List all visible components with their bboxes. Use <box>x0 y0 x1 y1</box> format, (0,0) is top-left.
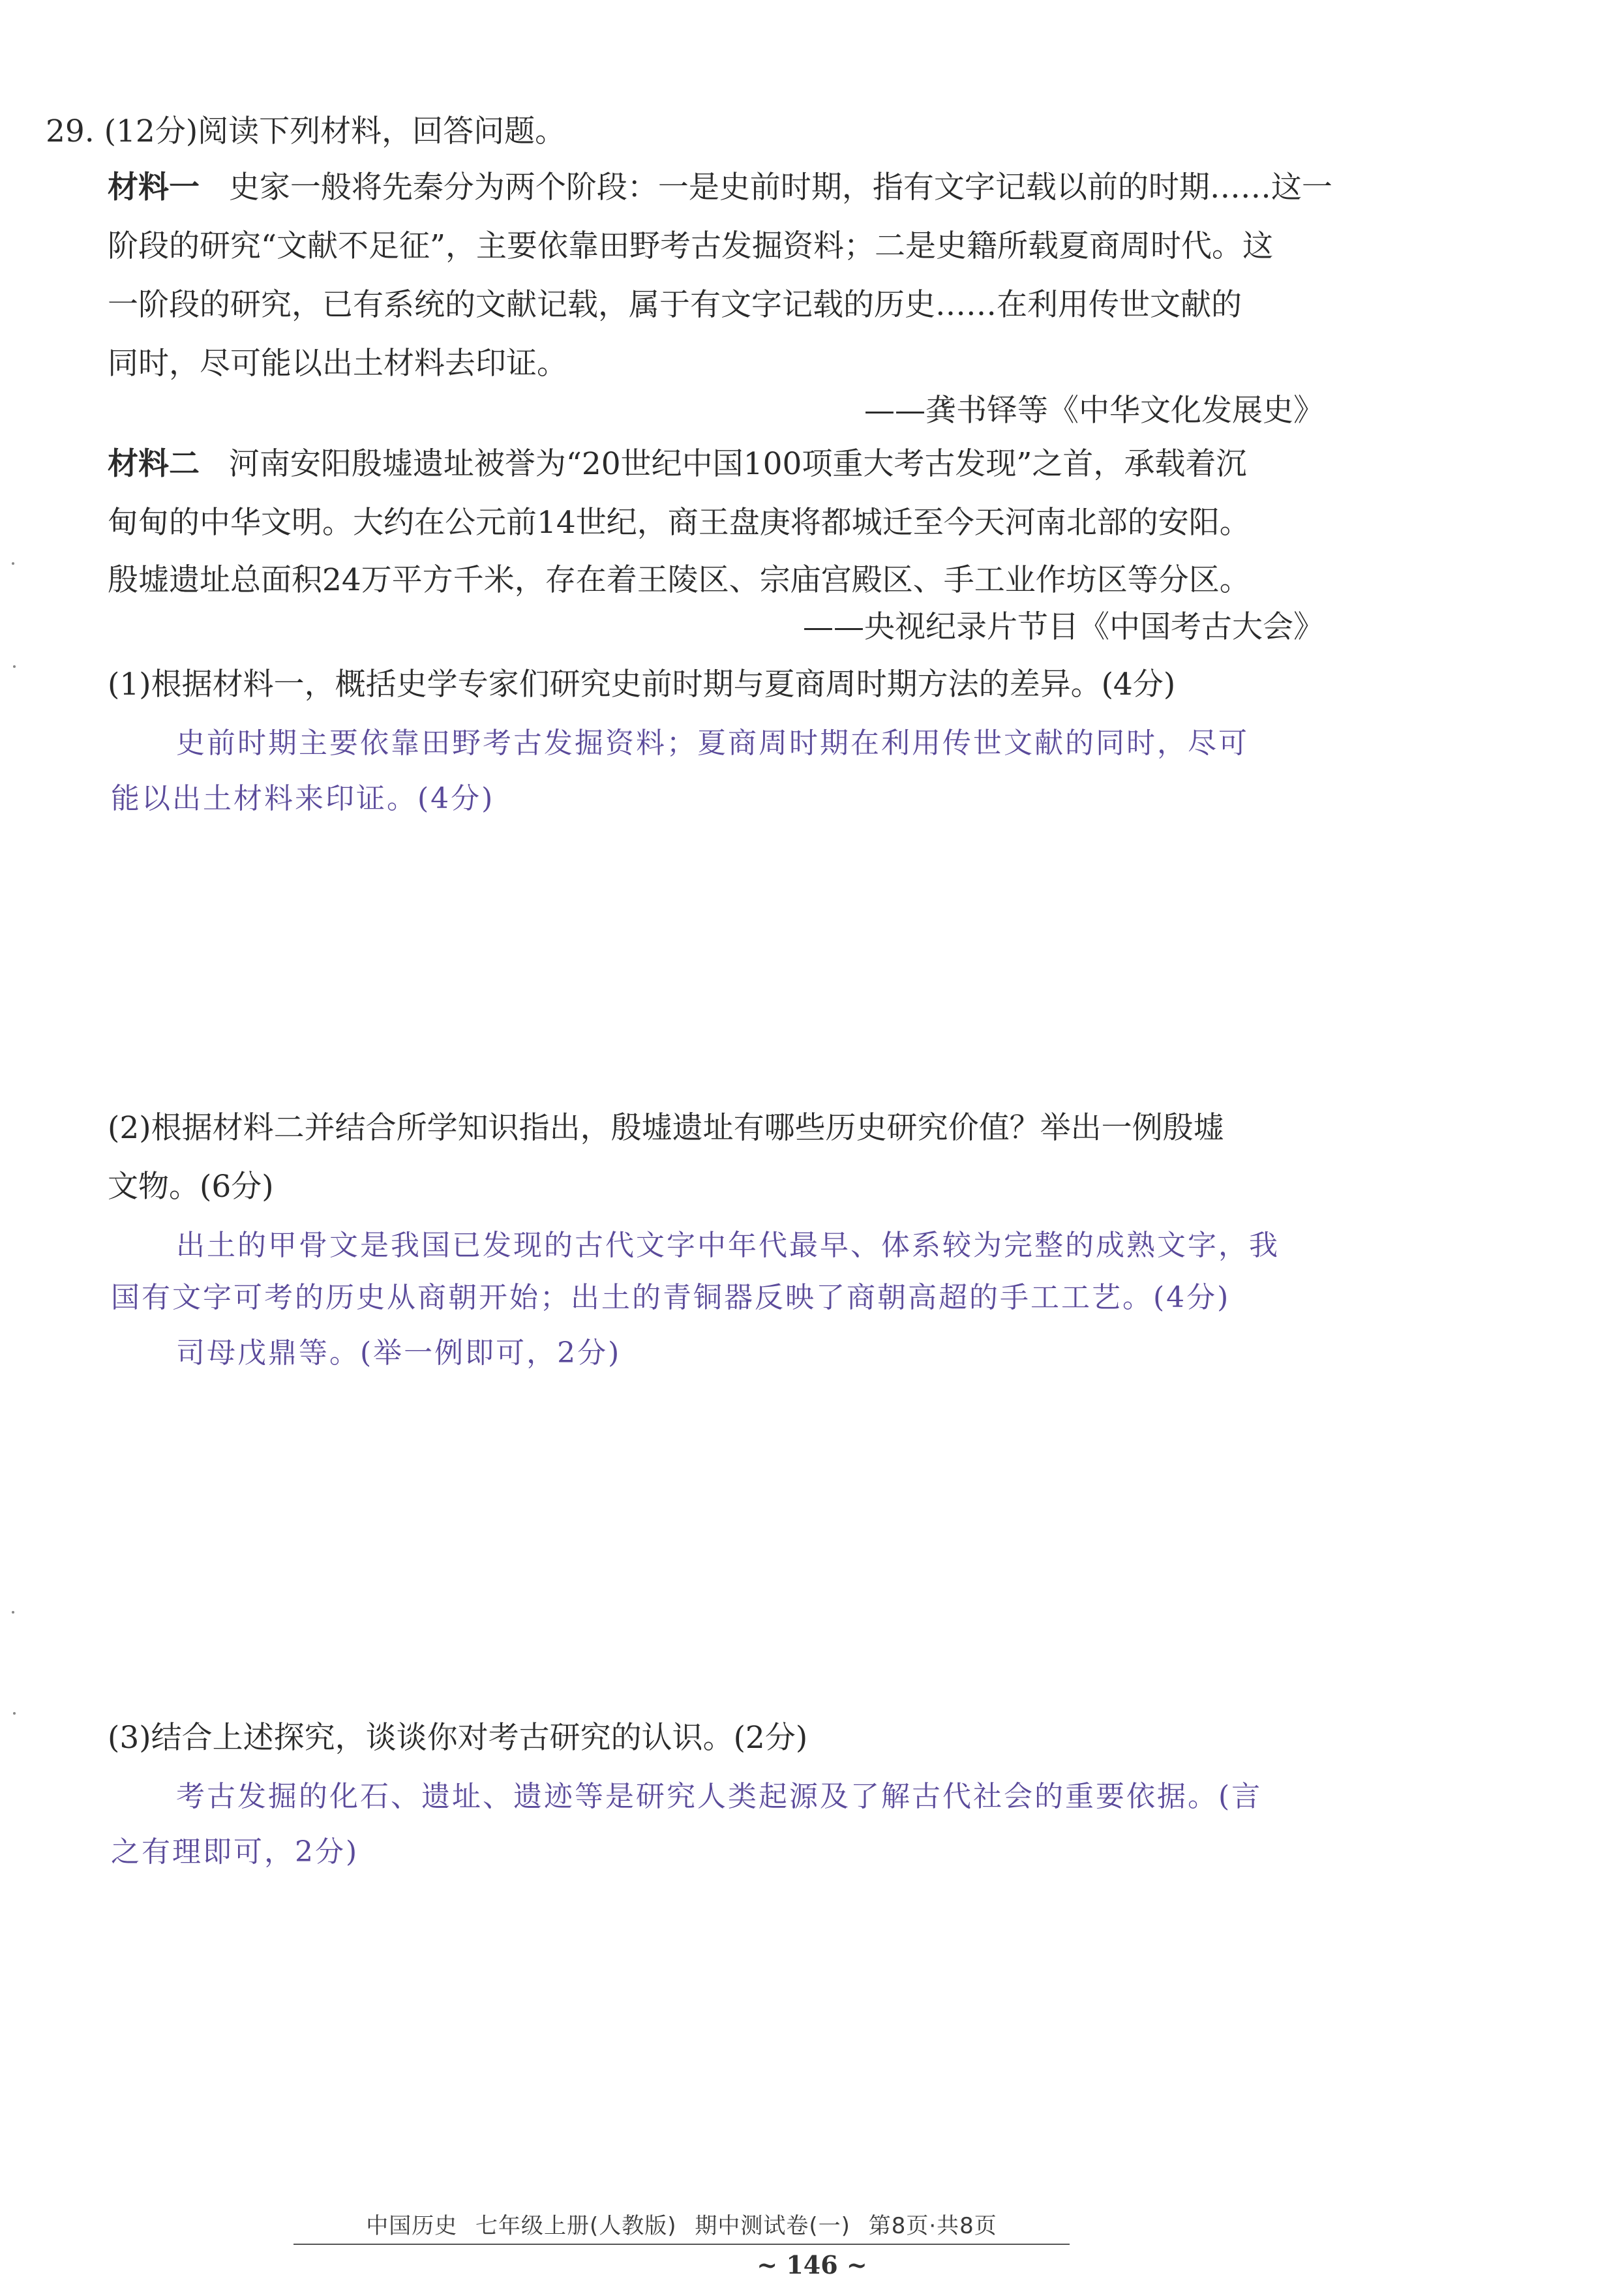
sub1-answer-line-1: 史前时期主要依靠田野考古发掘资料；夏商周时期在利用传世文献的同时，尽可 <box>176 727 1249 760</box>
footer-page-info: 第8页·共8页 <box>868 2213 997 2239</box>
sub1-prompt: (1)根据材料一，概括史学专家们研究史前时期与夏商周时期方法的差异。(4分) <box>108 667 1176 702</box>
sub2-prompt-line-1: (2)根据材料二并结合所学知识指出，殷墟遗址有哪些历史研究价值？举出一例殷墟 <box>108 1110 1224 1146</box>
material1-source: ——龚书铎等《中华文化发展史》 <box>864 393 1324 429</box>
material1-line-2: 阶段的研究“文献不足征”，主要依靠田野考古发掘资料；二是史籍所载夏商周时代。这 <box>108 228 1274 264</box>
material1-line-3: 一阶段的研究，已有系统的文献记载，属于有文字记载的历史……在利用传世文献的 <box>108 287 1242 323</box>
material2-line-3: 殷墟遗址总面积24万平方千米，存在着王陵区、宗庙宫殿区、手工业作坊区等分区。 <box>108 562 1250 598</box>
sub2-answer-line-3: 司母戊鼎等。(举一例即可，2分) <box>176 1336 622 1370</box>
material2-source: ——央视纪录片节目《中国考古大会》 <box>803 609 1324 645</box>
sub2-prompt-line-2: 文物。(6分) <box>108 1169 274 1205</box>
footer-grade: 七年级上册(人教版) <box>475 2213 677 2239</box>
material1-text-1: 史家一般将先秦分为两个阶段：一是史前时期，指有文字记载以前的时期……这一 <box>228 170 1332 205</box>
question-header: 29. (12分)阅读下列材料，回答问题。 <box>46 113 566 149</box>
sub2-answer-line-2: 国有文字可考的历史从商朝开始；出土的青铜器反映了商朝高超的手工工艺。(4分) <box>111 1281 1231 1314</box>
material2-label: 材料二 <box>108 446 200 482</box>
material2-line-2: 甸甸的中华文明。大约在公元前14世纪，商王盘庚将都城迁至今天河南北部的安阳。 <box>108 505 1250 541</box>
material2-text-1: 河南安阳殷墟遗址被誉为“20世纪中国100项重大考古发现”之首，承载着沉 <box>228 446 1247 482</box>
scan-mark <box>12 562 14 565</box>
material2-line-1 <box>108 445 1246 484</box>
page-number: ~ 146 ~ <box>757 2250 867 2279</box>
material1-line-4: 同时，尽可能以出土材料去印证。 <box>108 346 567 382</box>
footer-subject: 中国历史 <box>366 2213 458 2239</box>
page-footer <box>293 2208 1070 2245</box>
scan-mark <box>13 1712 16 1715</box>
material1-line-1 <box>108 168 1332 207</box>
sub1-answer-line-2: 能以出土材料来印证。(4分) <box>111 782 495 815</box>
footer-test: 期中测试卷(一) <box>695 2213 850 2239</box>
sub2-answer-line-1: 出土的甲骨文是我国已发现的古代文字中年代最早、体系较为完整的成熟文字，我 <box>176 1229 1280 1262</box>
sub3-prompt: (3)结合上述探究，谈谈你对考古研究的认识。(2分) <box>108 1720 808 1756</box>
material1-label: 材料一 <box>108 170 200 205</box>
scan-mark <box>13 665 16 668</box>
scan-mark <box>12 1611 14 1614</box>
sub3-answer-line-2: 之有理即可，2分) <box>111 1835 359 1869</box>
sub3-answer-line-1: 考古发掘的化石、遗址、遗迹等是研究人类起源及了解古代社会的重要依据。(言 <box>176 1780 1263 1813</box>
